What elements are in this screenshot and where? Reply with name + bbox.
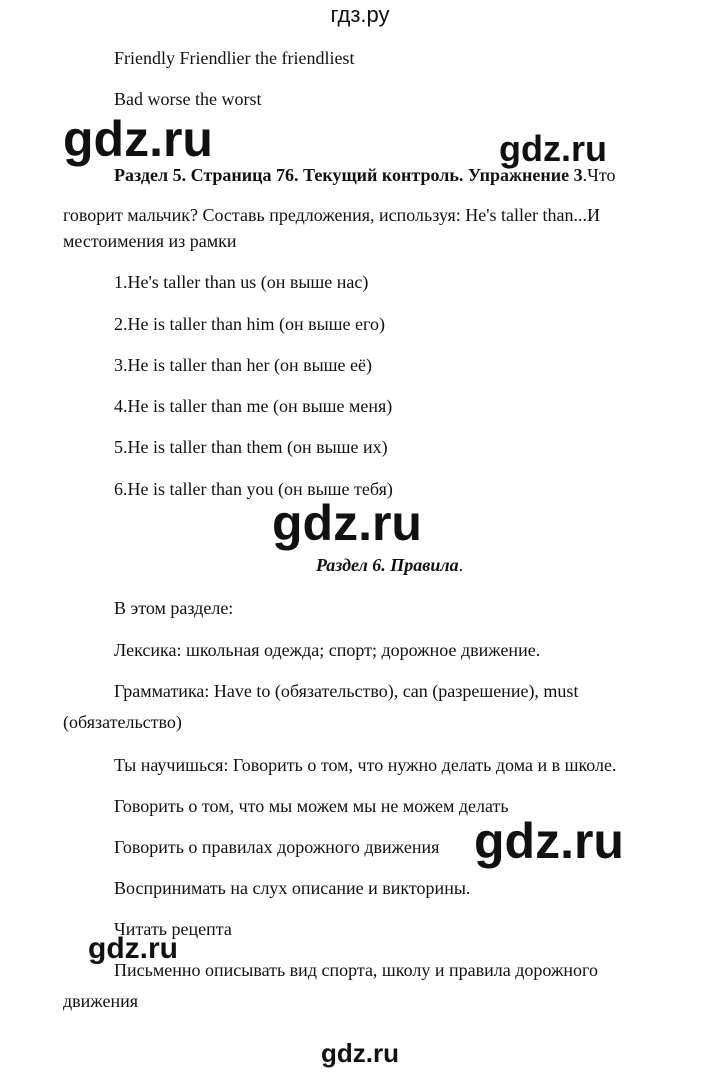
section-intro: В этом разделе: xyxy=(114,598,234,618)
exercise-text-line-2: говорит мальчик? Составь предложения, используя: He's taller than...И xyxy=(63,205,600,225)
watermark-1: gdz.ru xyxy=(63,111,213,167)
exercise-heading: Раздел 5. Страница 76. Текущий контроль. Упражнение 3 xyxy=(114,165,583,185)
section-grammar-line-1: Грамматика: Have to (обязательство), can (разрешение), must xyxy=(114,681,579,701)
comparative-line-1: Friendly Friendlier the friendliest xyxy=(114,48,355,68)
section-skill-1: Говорить о том, что мы можем мы не можем делать xyxy=(114,796,509,816)
answer-5: 5.He is taller than them (он выше их) xyxy=(114,437,388,457)
watermark-3: gdz.ru xyxy=(272,495,422,551)
section-title-end: . xyxy=(458,555,464,575)
section-skill-2: Говорить о правилах дорожного движения xyxy=(114,837,440,857)
answer-2: 2.He is taller than him (он выше его) xyxy=(114,314,385,334)
answer-6: 6.He is taller than you (он выше тебя) xyxy=(114,479,393,499)
section-skill-5-line-2: движения xyxy=(63,991,139,1011)
comparative-line-2: Bad worse the worst xyxy=(114,89,262,109)
section-title: Раздел 6. Правила xyxy=(316,555,459,575)
section-title-line xyxy=(316,554,463,576)
watermark-2: gdz.ru xyxy=(499,128,607,169)
section-learn: Ты научишься: Говорить о том, что нужно делать дома и в школе. xyxy=(114,755,617,775)
section-grammar-line-2: (обязательство) xyxy=(63,712,182,732)
header-watermark: гдз.ру xyxy=(330,2,390,27)
watermark-5: gdz.ru xyxy=(88,932,178,965)
answer-1: 1.He's taller than us (он выше нас) xyxy=(114,272,369,292)
exercise-text-line-3: местоимения из рамки xyxy=(63,231,237,251)
section-skill-4: Читать рецепта xyxy=(114,919,232,939)
answer-4: 4.He is taller than me (он выше меня) xyxy=(114,396,393,416)
exercise-text-start: .Что xyxy=(582,165,616,185)
watermark-4: gdz.ru xyxy=(474,813,624,869)
section-skill-3: Воспринимать на слух описание и викторины. xyxy=(114,878,471,898)
footer-watermark: gdz.ru xyxy=(321,1038,399,1068)
section-skill-5-line-1: Письменно описывать вид спорта, школу и правила дорожного xyxy=(114,960,598,980)
exercise-heading-line xyxy=(114,164,615,186)
answer-3: 3.He is taller than her (он выше её) xyxy=(114,355,372,375)
section-vocab: Лексика: школьная одежда; спорт; дорожное движение. xyxy=(114,640,541,660)
